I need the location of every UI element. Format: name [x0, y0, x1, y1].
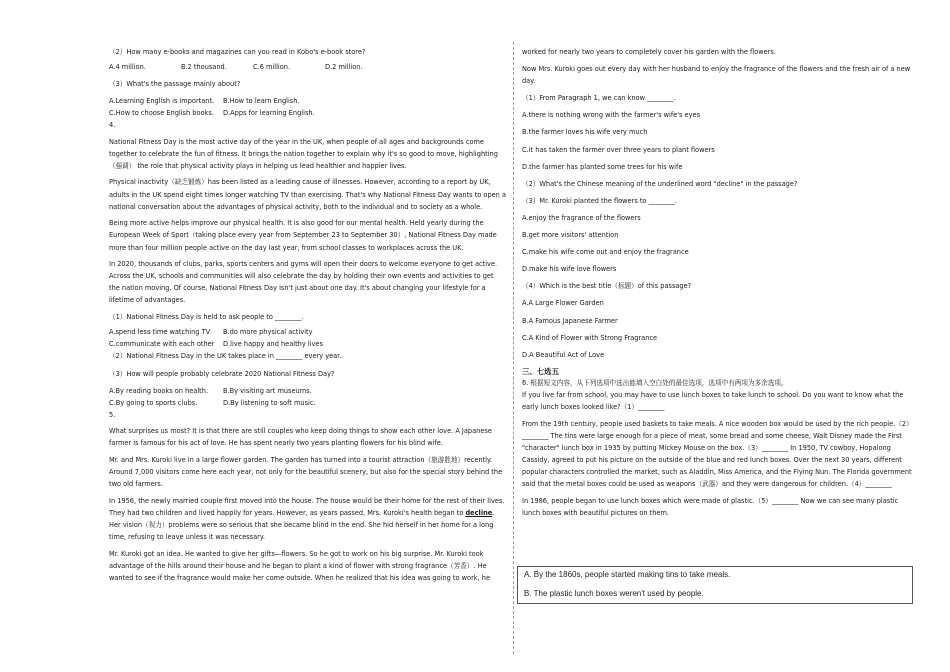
right-column [522, 46, 914, 524]
paragraph: Mr. Kuroki got an idea. He wanted to give her gifts—flowers. So he got to work on his big surprise. Mr. Kuroki took advantage of the hills around their house and he began to plant a kind of flower with strong fragrance（芳香）. He wanted to see if the fragrance would make her come outside. When he realized that his idea was going to work, he [109, 549, 491, 582]
option: B.the farmer loves his wife very much [522, 128, 648, 137]
text-run: In 1956, the newly married couple first moved into the house. The house would be their home for the rest of their lives. They had two children and lived happily for years. However, as years passed, Mrs. Kuroki's health began to [109, 496, 505, 517]
option: A.there is nothing wrong with the farmer's wife's eyes [522, 111, 701, 120]
paragraph: From the 19th century, people used baskets to take meals. A nice wooden box would be used by the rich people.（2）________ The tins were large enough for a piece of meat, some bread and some cheese, Walt Disney made the First "character" lunch box in 1935 by putting Mickey Mouse on the box.（3）________ In 1950, TV cowboy, Hopalong Cassidy, agreed to put his picture on the outside of the blue and red lunch boxes. Over the next 30 years, different popular characters controlled the market, such as Aladdin, Miss America, and the Flying Nun. The Florida government said that the metal boxes could be used as weapons（武器）and they were dangerous for children.（4）________ [522, 419, 913, 489]
option-row [109, 61, 506, 73]
paragraph: Being more active helps improve our physical health. It is also good for our mental health. Held yearly during the European Week of Sport（taking place every year from September 23 to September 30）, National Fitness Day made more than four million people active on the day last year, from school classes to workplaces across the UK. [109, 219, 497, 252]
question-text: （2）How many e-books and magazines can you read in Kobo's e-book store? [109, 48, 366, 56]
paragraph: Mr. and Mrs. Kuroki live in a large flower garden. The garden has turned into a tourist attraction（旅游胜地）recently. Around 7,000 visitors come here each year, not only for the beautiful scenery, but also for the special story behind the two old farmers. [109, 455, 503, 488]
option: C.make his wife come out and enjoy the fragrance [522, 248, 689, 257]
question-text: （3）What's the passage mainly about? [109, 80, 241, 89]
option: C.How to choose English books. [109, 109, 214, 118]
option: B. The plastic lunch boxes weren't used by people. [524, 588, 704, 598]
option: B.2 thousand. [181, 63, 227, 72]
paragraph: What surprises us most? It is that there are still couples who keep doing things to show each other love. A Japanese farmer is famous for his act of love. He has spent nearly two years planting flowers for his blind wife. [109, 426, 492, 447]
question-text: （1）From Paragraph 1, we can know ________. [522, 94, 676, 103]
option: A.spend less time watching TV [109, 328, 211, 337]
option: A.enjoy the fragrance of the flowers [522, 213, 641, 222]
option: B.A Famous Japanese Farmer [522, 316, 618, 325]
option: A.A Large Flower Garden [522, 299, 604, 308]
question-text: （3）How will people probably celebrate 2020 National Fitness Day? [109, 369, 335, 378]
question-text: （4）Which is the best title（标题）of this passage? [522, 282, 692, 291]
question-text: （2）National Fitness Day in the UK takes place in ________ every year. [109, 352, 342, 361]
option-row [109, 338, 506, 350]
option: A. By the 1860s, people started making tins to take meals. [524, 570, 731, 579]
question-text: （2）What's the Chinese meaning of the underlined word "decline" in the passage? [522, 179, 798, 188]
option: B.How to learn English. [223, 97, 300, 106]
option: A.Learning English is important. [109, 97, 215, 106]
paragraph: National Fitness Day is the most active day of the year in the UK, when people of all ages and backgrounds come together to celebrate the fun of fitness. It brings the nation together to explain why it's so good to move, highlighting（强调） the role that physical activity plays in helping us lead healthier and happier lives. [109, 137, 498, 170]
paragraph: Now Mrs. Kuroki goes out every day with her husband to enjoy the fragrance of the flowers and the fresh air of a new day. [522, 65, 911, 86]
option-row [109, 95, 506, 107]
option: C.communicate with each other [109, 340, 215, 349]
option: C.A Kind of Flower with Strong Fragrance [522, 333, 658, 342]
underlined-word: decline [465, 508, 493, 517]
option-row [109, 385, 506, 397]
text-run: . Her vision（视力）problems were so serious that she became blind in the end. She hid herself in her home for a long time, refusing to leave unless it was necessary. [109, 508, 495, 541]
passage-number: 4. [109, 121, 116, 130]
option: D.Apps for learning English. [223, 109, 315, 118]
paragraph: In 1986, people began to use lunch boxes which were made of plastic.（5）________ Now we can see many plastic lunch boxes with beautiful pictures on them. [522, 496, 899, 517]
option: D.A Beautiful Act of Love [522, 350, 605, 359]
option: D.the farmer has planted some trees for his wife [522, 162, 683, 171]
option-row [109, 107, 506, 119]
option: A.By reading books on health. [109, 386, 209, 395]
option-row [109, 397, 506, 409]
paragraph: worked for nearly two years to completely cover his garden with the flowers. [522, 48, 776, 56]
option: D.live happy and healthy lives [223, 340, 323, 349]
option: C.it has taken the farmer over three years to plant flowers [522, 145, 715, 154]
option: B.By visiting art museums. [223, 386, 312, 395]
option: B.do more physical activity [223, 328, 313, 337]
option: C.By going to sports clubs. [109, 398, 198, 407]
paragraph [109, 495, 506, 543]
option: B.get more visitors' attention [522, 231, 619, 240]
paragraph: If you live far from school, you may have to use lunch boxes to take lunch to school. Do you want to know what the early lunch boxes looked like?（1）________ [522, 390, 904, 411]
section-title: 三、七选五 [522, 366, 559, 376]
left-column [109, 46, 506, 588]
question-text: （3）Mr. Kuroki planted the flowers to ________. [522, 196, 678, 205]
instructions: 6. 根据短文内容，从下列选项中选出能填入空白处的最佳选项，选项中有两项为多余选项。 [522, 378, 788, 387]
option: D.make his wife love flowers [522, 265, 617, 274]
option: D.By listening to soft music. [223, 398, 316, 407]
question-text: （1）National Fitness Day is held to ask people to ________. [109, 313, 304, 322]
option-row [109, 326, 506, 338]
option: C.6 million. [253, 63, 291, 72]
options-box [517, 566, 913, 604]
paragraph: In 2020, thousands of clubs, parks, sports centers and gyms will open their doors to welcome everyone to get active. Across the UK, schools and communities will also celebrate the day by holding their own events and activities to get the nation moving. Of course, National Fitness Day isn't just about one day. It's about changing your lifestyle for a lifetime of advantages. [109, 260, 498, 305]
paragraph: Physical inactivity（缺乏锻炼）has been listed as a leading cause of illnesses. However, according to a report by UK, adults in the UK spend eight times longer watching TV than exercising. That's why National Fitness Day wants to open a national conversation about the advantages of physical activity, both to the individual and to society as a whole. [109, 178, 506, 211]
option: A.4 million. [109, 63, 146, 72]
option: D.2 million. [325, 63, 363, 72]
passage-number: 5. [109, 410, 116, 419]
column-divider [513, 42, 514, 654]
